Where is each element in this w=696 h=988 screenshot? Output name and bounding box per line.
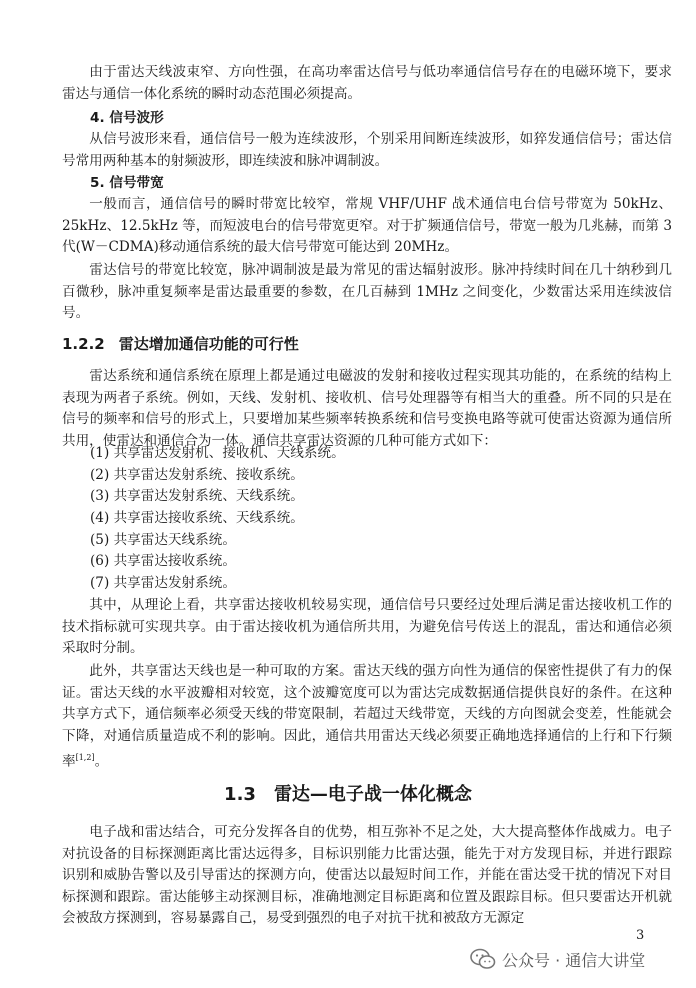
section-number: 1.2.2 (62, 335, 105, 353)
paragraph-radar-ew: 电子战和雷达结合，可充分发挥各自的优势，相互弥补不足之处，大大提高整体作战威力。电子对抗设备的目标探测距离比雷达远得多，目标识别能力比雷达强，能先于对方发现目标，并进行跟踪识别和威胁告警以及引导雷达的探测方向，使雷达以最短时间工作，并能在雷达受干扰的情况下对目标探测和跟踪。雷达能够主动探测目标，准确地测定目标距离和位置及跟踪目标。但只要雷达开机就会被敌方探测到，容易暴露自己，易受到强烈的电子对抗干扰和被敌方无源定 (62, 824, 672, 926)
watermark (470, 946, 645, 972)
list-item: (1) 共享雷达发射机、接收机、天线系统。 (90, 445, 345, 461)
section-number: 1.3 (224, 784, 256, 805)
page-number: 3 (636, 928, 645, 943)
watermark-text: 公众号 · 通信大讲堂 (502, 950, 646, 970)
wechat-icon (470, 948, 496, 970)
section-title: 雷达—电子战一体化概念 (273, 784, 472, 805)
list-item: (7) 共享雷达发射系统。 (90, 575, 236, 591)
citation-ref: [1,2] (75, 753, 95, 762)
paragraph-text: 此外，共享雷达天线也是一种可取的方案。雷达天线的强方向性为通信的保密性提供了有力的保证。雷达天线的水平波瓣相对较宽，这个波瓣宽度可以为雷达完成数据通信提供良好的条件。在这种共享方式下，通信频率必须受天线的带宽限制，若超过天线带宽，天线的方向图就会变差，性能就会下降，对通信质量造成不利的影响。因此，通信共用雷达天线必须要正确地选择通信的上行和下行频率 (62, 663, 672, 770)
list-item: (3) 共享雷达发射系统、天线系统。 (90, 488, 304, 504)
section-title: 雷达增加通信功能的可行性 (118, 335, 299, 353)
subheading-signal-waveform: 4. 信号波形 (90, 110, 164, 126)
list-item: (6) 共享雷达接收系统。 (90, 553, 236, 569)
paragraph-radar-bandwidth: 雷达信号的带宽比较宽，脉冲调制波是最为常见的雷达辐射波形。脉冲持续时间在几十纳秒到几百微秒，脉冲重复频率是雷达最重要的参数，在几百赫到 1MHz 之间变化，少数雷达采用连续波信号。 (62, 262, 672, 321)
list-item: (2) 共享雷达发射系统、接收系统。 (90, 467, 304, 483)
paragraph-dynamic-range: 由于雷达天线波束窄、方向性强，在高功率雷达信号与低功率通信信号存在的电磁环境下，要求雷达与通信一体化系统的瞬时动态范围必须提高。 (62, 64, 672, 102)
paragraph-signal-waveform: 从信号波形来看，通信信号一般为连续波形，个别采用间断连续波形，如猝发通信信号；雷达信号常用两种基本的射频波形，即连续波和脉冲调制波。 (62, 131, 672, 169)
paragraph-shared-receiver: 其中，从理论上看，共享雷达接收机较易实现，通信信号只要经过处理后满足雷达接收机工作的技术指标就可实现共享。由于雷达接收机为通信所共用，为避免信号传送上的混乱，雷达和通信必须采取时分制。 (62, 597, 672, 656)
list-item: (4) 共享雷达接收系统、天线系统。 (90, 510, 304, 526)
paragraph-shared-antenna (62, 661, 672, 773)
paragraph-comm-bandwidth: 一般而言，通信信号的瞬时带宽比较窄，常规 VHF/UHF 战术通信电台信号带宽为 50kHz、25kHz、12.5kHz 等，而短波电台的信号带宽更窄。对于扩频通信信号，带宽一般为几兆赫，而第 3 代(W－CDMA)移动通信系统的最大信号带宽可能达到 20MHz。 (62, 196, 672, 255)
paragraph-feasibility: 雷达系统和通信系统在原理上都是通过电磁波的发射和接收过程实现其功能的，在系统的结构上表现为两者子系统。例如，天线、发射机、接收机、信号处理器等有相当大的重叠。所不同的只是在信号的频率和信号的形式上，只要增加某些频率转换系统和信号变换电路等就可使雷达资源为通信所共用，使雷达和通信合为一体。通信共享雷达资源的几种可能方式如下： (62, 368, 672, 449)
list-item: (5) 共享雷达天线系统。 (90, 532, 236, 548)
paragraph-end: 。 (94, 753, 109, 770)
section-heading-1-2-2 (62, 333, 672, 354)
section-heading-1-3 (0, 780, 696, 806)
subheading-signal-bandwidth: 5. 信号带宽 (90, 175, 164, 191)
